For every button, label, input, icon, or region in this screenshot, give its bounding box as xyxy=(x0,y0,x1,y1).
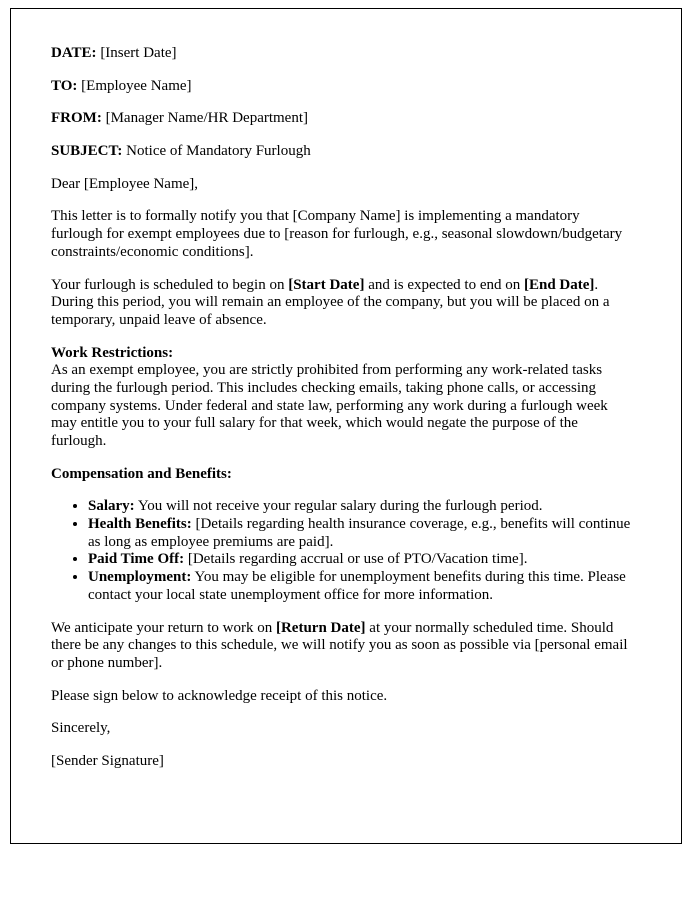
list-item-unemployment xyxy=(88,569,635,604)
date-value: [Insert Date] xyxy=(96,45,177,61)
to-label: TO: xyxy=(51,77,78,94)
return-text-1: We anticipate your return to work on xyxy=(51,619,276,636)
schedule-text-3: . During this period, you will remain an employee of the company, but you will be placed on a temporary, unpaid leave of absence. xyxy=(51,276,610,328)
work-restrictions-section xyxy=(51,345,635,451)
paid-time-off-text: [Details regarding accrual or use of PTO/Vacation time]. xyxy=(184,551,528,568)
schedule-text-2: and is expected to end on xyxy=(364,276,524,293)
health-benefits-label: Health Benefits: xyxy=(88,516,192,533)
benefits-list xyxy=(51,498,635,604)
return-paragraph xyxy=(51,620,635,673)
intro-paragraph: This letter is to formally notify you that [Company Name] is implementing a mandatory furlough for exempt employees due to [reason for furlough, e.g., seasonal slowdown/budgetary constraints/economic conditions]. xyxy=(51,208,623,260)
compensation-heading: Compensation and Benefits: xyxy=(51,465,232,482)
salary-label: Salary: xyxy=(88,498,135,515)
start-date-placeholder: [Start Date] xyxy=(288,276,365,293)
subject-line xyxy=(51,143,635,161)
letter-page xyxy=(10,8,682,844)
schedule-text-1: Your furlough is scheduled to begin on xyxy=(51,276,289,293)
work-restrictions-body: As an exempt employee, you are strictly prohibited from performing any work-related tasks during the furlough period. This includes checking emails, taking phone calls, or accessing company systems. Under federal and state law, performing any work during a furlough week may entitle you to your full salary for that week, which would negate the purpose of the furlough. xyxy=(51,362,608,449)
date-label: DATE: xyxy=(51,45,97,61)
list-item-salary xyxy=(88,498,635,516)
return-text-2: at your normally scheduled time. Should there be any changes to this schedule, we will notify you as soon as possible via [personal email or phone number]. xyxy=(51,619,628,671)
health-benefits-text: [Details regarding health insurance coverage, e.g., benefits will continue as long as employee premiums are paid]. xyxy=(88,516,631,550)
salutation: Dear [Employee Name], xyxy=(51,175,199,192)
to-value: [Employee Name] xyxy=(77,77,192,94)
salary-text: You will not receive your regular salary during the furlough period. xyxy=(134,498,543,515)
end-date-placeholder: [End Date] xyxy=(523,276,595,293)
from-value: [Manager Name/HR Department] xyxy=(101,110,308,127)
list-item-health-benefits xyxy=(88,516,635,551)
unemployment-text: You may be eligible for unemployment benefits during this time. Please contact your local state unemployment office for more information. xyxy=(88,569,626,603)
list-item-paid-time-off xyxy=(88,551,635,569)
closing: Sincerely, xyxy=(51,720,111,737)
paid-time-off-label: Paid Time Off: xyxy=(88,551,185,568)
sign-request-paragraph: Please sign below to acknowledge receipt of this notice. xyxy=(51,687,388,704)
subject-value: Notice of Mandatory Furlough xyxy=(122,143,311,160)
schedule-paragraph xyxy=(51,277,635,330)
to-line xyxy=(51,78,635,96)
signature-placeholder: [Sender Signature] xyxy=(51,752,164,769)
return-date-placeholder: [Return Date] xyxy=(275,619,366,636)
subject-label: SUBJECT: xyxy=(51,143,123,160)
from-label: FROM: xyxy=(51,110,102,127)
unemployment-label: Unemployment: xyxy=(88,569,192,586)
date-line xyxy=(51,45,635,63)
from-line xyxy=(51,110,635,128)
work-restrictions-heading: Work Restrictions: xyxy=(51,344,174,361)
